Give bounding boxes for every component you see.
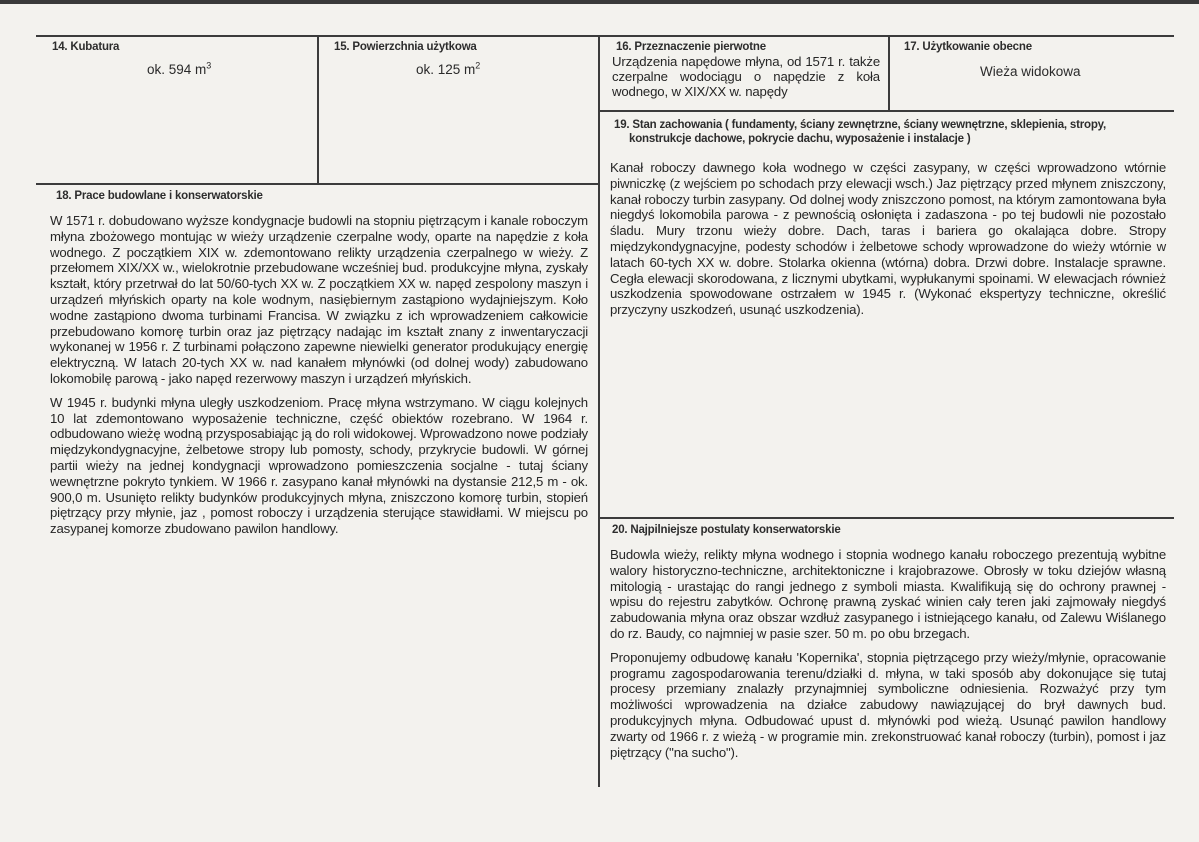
field-17-value: Wieża widokowa	[980, 64, 1081, 79]
field-16-przeznaczenie	[612, 40, 880, 108]
field-14-value: ok. 594 $m^3$	[147, 60, 212, 77]
field-16-text: Urządzenia napędowe młyna, od 1571 r. także czerpalne wodociągu o napędzie z koła wodnego, w XIX/XX w. napędy	[612, 54, 880, 99]
field-15-value: ok. 125 $m^2$	[416, 60, 481, 77]
divider-14-15	[317, 35, 319, 185]
field-18-paragraph: W 1571 r. dobudowano wyższe kondygnacje budowli na stopniu piętrzącym i kanale roboczym młyna zbożowego montując w wieży urządzenie czerpalne wody, oparte na napędzie z koła wodnego. Z początkiem XIX w. zdemontowano relikty urządzenia czerpalnego w wieży. Z przełomem XIX/XX w., wielokrotnie przebudowane wcześniej bud. produkcyjne młyna, zyskały kształt, który przetrwał do lat 50/60-tych XX w. Z początkiem XX w. napęd zespolony maszyn i urządzeń młyńskich oparty na kole wodnym, nasiębiernym zastąpiono wydajniejszym. Koło wodne zastąpiono dwoma turbinami Francisa. W związku z ich wprowadzeniem całkowicie przebudowano komorę turbin oraz jaz piętrzący nadając im kształt znany z inwentaryczacji wykonanej w 1956 r. Z turbinami połączono zapewne niewielki generator produkujący energię elektryczną. W latach 20-tych XX w. nad kanałem młynówki (od dolnej wody) zabudowano lokomobilę parową - jako napęd rezerwowy maszyn i urządzeń młyńskich.	[50, 213, 588, 386]
field-16-label: 16. Przeznaczenie pierwotne	[616, 41, 766, 53]
scan-top-edge	[0, 0, 1199, 4]
field-19-paragraph: Kanał roboczy dawnego koła wodnego w części zasypany, w części wprowadzono wtórnie piwniczkę (z wejściem po schodach przy elewacji wsch.) Jaz piętrzący przed młynem zniszczony, kanał roboczy turbin zasypany. Od dolnej wody zniszczono pomost, na którym zamontowana była niegdyś lokomobila parowa - z pewnością osłonięta i zadaszona - po tej budowli nie pozostało śladu. Mury trzonu wieży dobre. Dach, taras i bariera go okalająca dobre. Stropy międzykondygnacyjne, podesty schodów i żelbetowe schody wprowadzone do wieży wtórnie w latach 60-tych XX w. dobre. Stolarka okienna (wtórna) dobra. Drzwi dobre. Instalacje sprawne. Cegła elewacji skorodowana, z licznymi ubytkami, wypłukanymi spoinami. W elewacjach również uszkodzenia spowodowane ostrzałem w 1945 r. (Wykonać ekspertyzy techniczne, określić przyczyny uszkodzeń, usunąć uszkodzenia).	[610, 160, 1166, 318]
divider-16-17	[888, 35, 890, 111]
divider-row1-left	[36, 183, 599, 185]
field-20-label: 20. Najpilniejsze postulaty konserwatorskie	[612, 524, 841, 536]
divider-19-20	[598, 517, 1174, 519]
field-20-postulaty	[610, 523, 1166, 768]
field-19-label: 19. Stan zachowania ( fundamenty, ściany zewnętrzne, ściany wewnętrzne, sklepienia, stropy, konstrukcje dachowe, pokrycie dachu, wyposażenie i instalacje )	[614, 119, 1107, 145]
divider-row1-right	[598, 110, 1174, 112]
field-14-kubatura	[52, 40, 312, 180]
field-18-label: 18. Prace budowlane i konserwatorskie	[56, 190, 263, 202]
field-18-prace	[50, 189, 588, 545]
field-17-uzytkowanie	[904, 40, 1164, 108]
main-column-divider	[598, 35, 600, 787]
field-20-paragraph: Proponujemy odbudowę kanału 'Kopernika', stopnia piętrzącego przy wieży/młynie, opracowanie programu zagospodarowania terenu/działki d. młyna, w taki sposób aby dokonujące się tutaj procesy przemiany znalazły przynajmniej symboliczne odniesienia. Rozważyć przy tym możliwości wprowadzenia na działce zabudowy nawiązującej do brył dawnych bud. produkcyjnych młyna. Odbudować upust d. młynówki pod wieżą. Usunąć pawilon handlowy zwarty od 1966 r. z wieżą - w programie min. zrekonstruować kanał roboczy (turbin), pomost i jaz piętrzący ("na sucho").	[610, 649, 1166, 760]
field-15-powierzchnia	[334, 40, 594, 180]
field-17-label: 17. Użytkowanie obecne	[904, 41, 1032, 53]
field-15-label: 15. Powierzchnia użytkowa	[334, 41, 477, 53]
field-20-paragraph: Budowla wieży, relikty młyna wodnego i stopnia wodnego kanału roboczego prezentują wybitne walory historyczno-techniczne, architektoniczne i krajobrazowe. Obrosły w toku dziejów własną mitologią - urastając do rangi jednego z symboli miasta. Kwalifikują się do ochrony prawnej - wpisu do rejestru zabytków. Ochronę prawną zyskać winien cały teren jaki zajmowały niegdyś zabudowania młyna oraz obszar wzdłuż zasypanego i istniejącego kanału, od Zalewu Wiślanego do rz. Baudy, co najmniej w pasie szer. 50 m. po obu brzegach.	[610, 547, 1166, 641]
form-top-border	[36, 35, 1174, 37]
field-14-label: 14. Kubatura	[52, 41, 120, 53]
field-19-stan	[610, 118, 1166, 326]
field-18-paragraph: W 1945 r. budynki młyna uległy uszkodzeniom. Pracę młyna wstrzymano. W ciągu kolejnych 10 lat zdemontowano wyposażenie techniczne, część obiektów rozebrano. W 1964 r. odbudowano wieżę wodną przysposabiając ją do roli widokowej. Wprowadzono nowe podziały międzykondygnacyjne, żelbetowe stropy lub pomosty, schody, przykrycie budowli. W górnej partii wieży na jednej kondygnacji wprowadzono pomieszczenia socjalne - tutaj ściany wewnętrzne pokryto tynkiem. W 1966 r. zasypano kanał młynówki na dystansie 212,5 m - ok. 900,0 m. Usunięto relikty budynków produkcyjnych młyna, zniszczono komorę turbin, stopień piętrzący przy młynie, jaz , pomost roboczy i urządzenia sterujące stawidłami. W miejscu po zasypanej komorze zbudowano pawilon handlowy.	[50, 394, 588, 537]
